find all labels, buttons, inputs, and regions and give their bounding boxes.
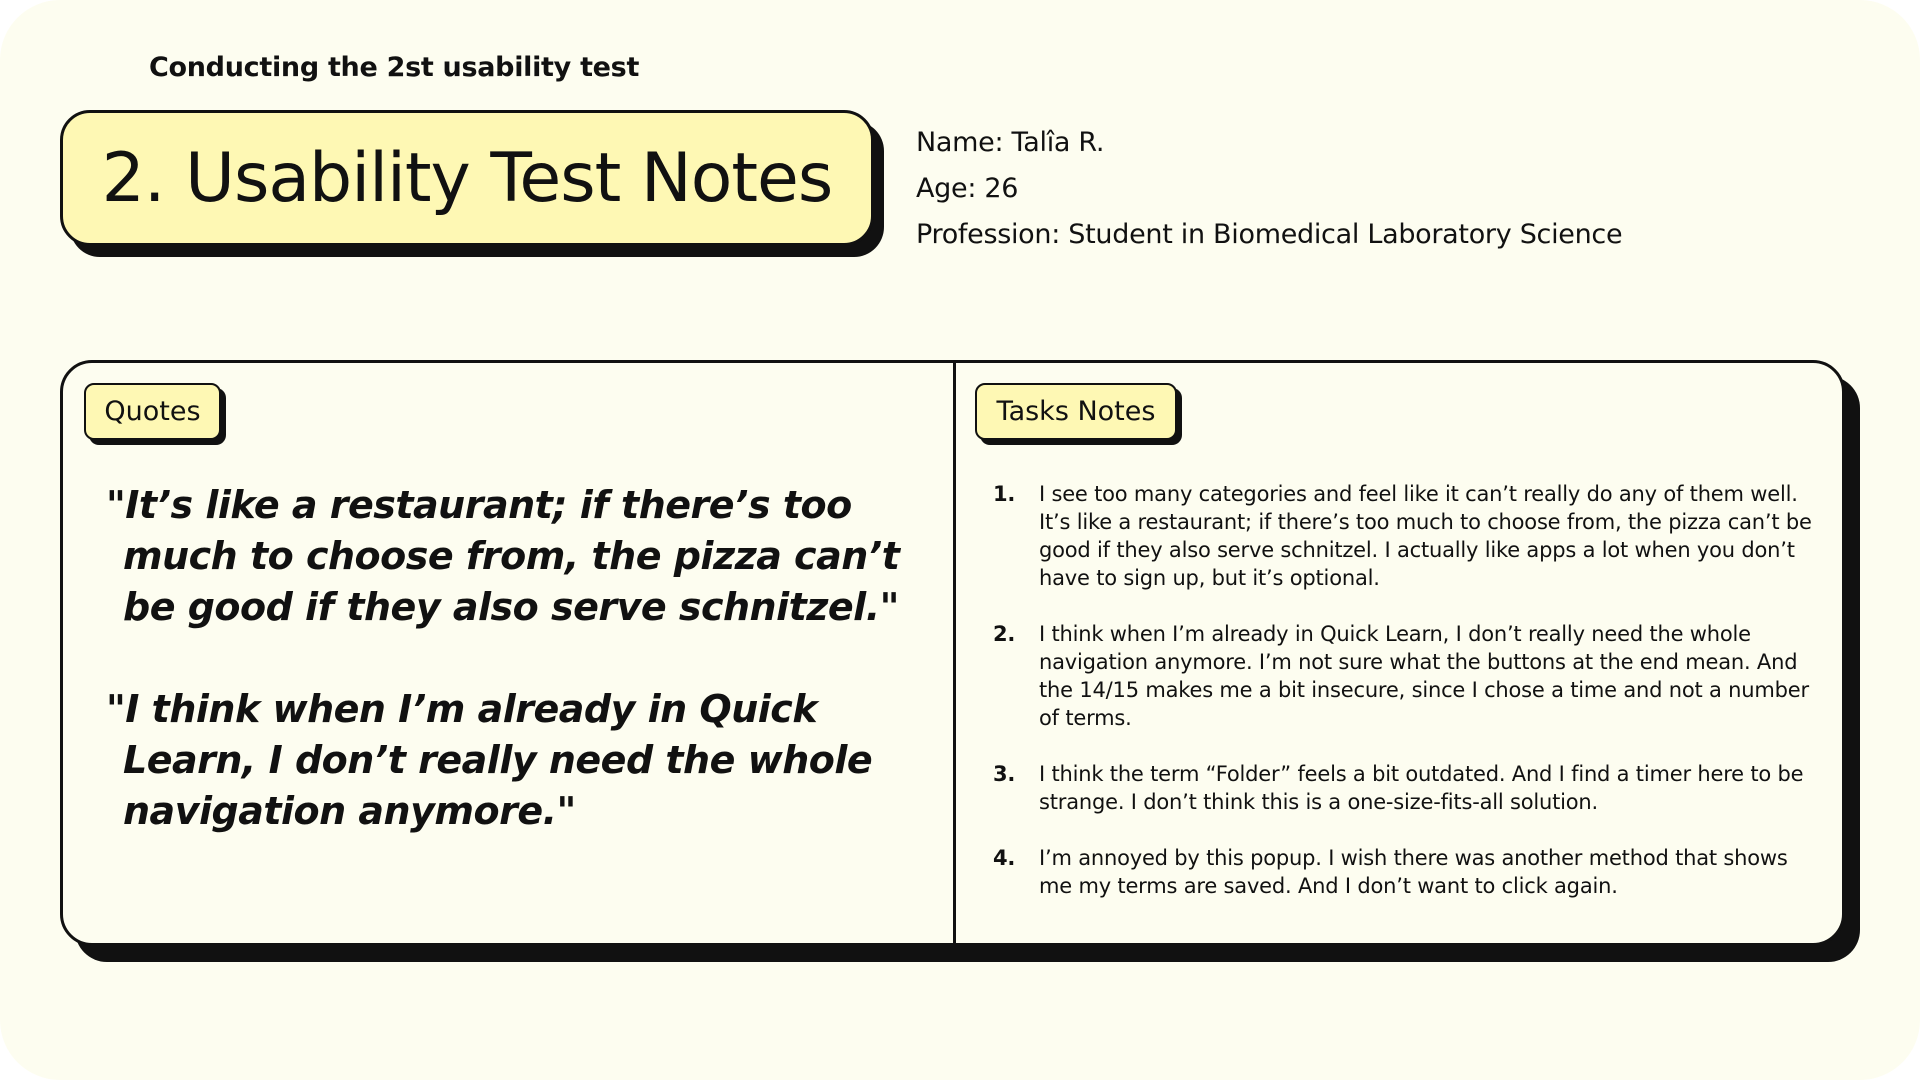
task-number: 1. bbox=[993, 482, 1016, 506]
quotes-label: Quotes bbox=[84, 383, 221, 440]
task-text: I’m annoyed by this popup. I wish there was another method that shows me my terms are saved. And I don’t want to click again. bbox=[1039, 846, 1788, 898]
tasks-notes-label: Tasks Notes bbox=[975, 383, 1177, 440]
task-note bbox=[993, 760, 1823, 816]
task-number: 4. bbox=[993, 846, 1016, 870]
task-text: I think when I’m already in Quick Learn, I don’t really need the whole navigation anymore. I’m not sure what the buttons at the end mean. And the 14/15 makes me a bit insecure, since I chose a time and not a number of terms. bbox=[1039, 622, 1809, 730]
task-text: I see too many categories and feel like it can’t really do any of them well. It’s like a restaurant; if there’s too much to choose from, the pizza can’t be good if they also serve schnitzel. I actually like apps a lot when you don’t have to sign up, but it’s optional. bbox=[1039, 482, 1812, 590]
notes-panel bbox=[60, 360, 1845, 946]
page-title: 2. Usability Test Notes bbox=[101, 138, 833, 218]
quotes-column bbox=[106, 480, 936, 888]
task-number: 2. bbox=[993, 622, 1016, 646]
participant-age: Age: 26 bbox=[916, 173, 1019, 204]
task-note bbox=[993, 480, 1823, 592]
slide-subtitle: Conducting the 2st usability test bbox=[149, 52, 640, 83]
tasks-notes-list bbox=[993, 480, 1823, 928]
quote-item: "I think when I’m already in Quick Learn, I don’t really need the whole navigation anymore." bbox=[106, 687, 873, 833]
task-note bbox=[993, 620, 1823, 732]
panel-divider bbox=[953, 363, 956, 943]
participant-info bbox=[916, 120, 1622, 258]
task-text: I think the term “Folder” feels a bit outdated. And I find a timer here to be strange. I don’t think this is a one-size-fits-all solution. bbox=[1039, 762, 1804, 814]
title-banner bbox=[60, 110, 874, 246]
task-number: 3. bbox=[993, 762, 1016, 786]
participant-profession: Profession: Student in Biomedical Laboratory Science bbox=[916, 219, 1623, 250]
participant-name: Name: Talîa R. bbox=[916, 127, 1105, 158]
task-note bbox=[993, 844, 1823, 900]
quote-item: "It’s like a restaurant; if there’s too much to choose from, the pizza can’t be good if they also serve schnitzel." bbox=[106, 483, 900, 629]
